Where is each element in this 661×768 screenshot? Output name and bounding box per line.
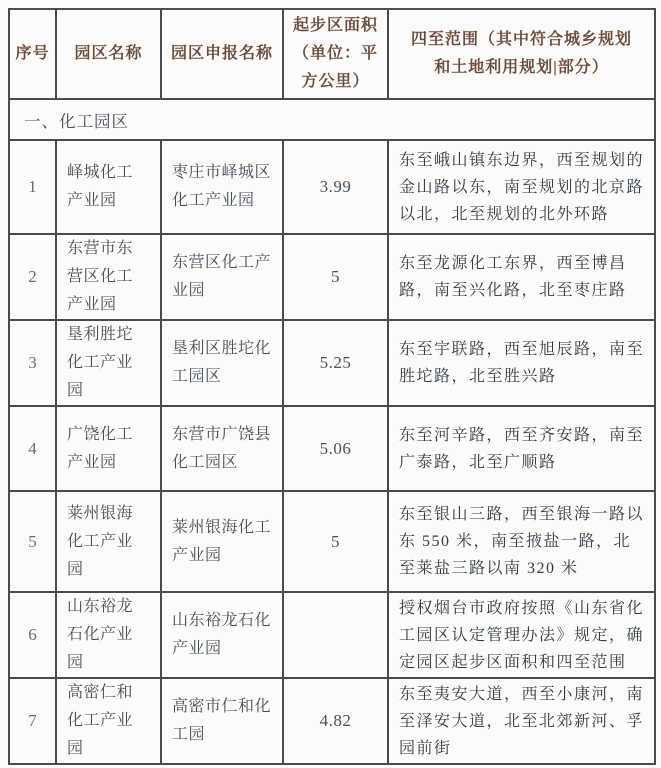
park-name: 峄城化工产业园	[56, 140, 161, 234]
declared-name: 枣庄市峄城区化工产业园	[161, 140, 283, 234]
header-start-area	[283, 9, 388, 99]
declared-name: 垦利区胜坨化工园区	[161, 320, 283, 406]
boundary-description: 东至银山三路，西至银海一路以东 550 米，南至掖盐一路，北至莱盐三路以南 320 米	[388, 491, 655, 592]
row-sequence: 1	[9, 140, 56, 234]
declared-name: 莱州银海化工产业园	[161, 491, 283, 592]
boundary-description: 东至夷安大道，西至小康河，南至泽安大道，北至北郊新河、孚园前街	[388, 678, 655, 764]
start-area-value: 3.99	[283, 140, 388, 234]
park-name: 东营市东营区化工产业园	[56, 234, 161, 320]
chemical-parks-table	[8, 8, 656, 765]
table-header-row	[9, 9, 655, 99]
declared-name: 高密市仁和化工园	[161, 678, 283, 764]
table-row	[9, 678, 655, 764]
park-name: 垦利胜坨化工产业园	[56, 320, 161, 406]
start-area-value: 5	[283, 234, 388, 320]
park-name: 山东裕龙石化产业园	[56, 592, 161, 678]
table-row	[9, 140, 655, 234]
header-boundary	[388, 9, 655, 99]
row-sequence: 6	[9, 592, 56, 678]
park-name: 高密仁和化工产业园	[56, 678, 161, 764]
park-name: 莱州银海化工产业园	[56, 491, 161, 592]
boundary-description: 东至宇联路，西至旭辰路，南至胜坨路，北至胜兴路	[388, 320, 655, 406]
start-area-value: 5.06	[283, 406, 388, 491]
table-row	[9, 234, 655, 320]
row-sequence: 3	[9, 320, 56, 406]
park-name: 广饶化工产业园	[56, 406, 161, 491]
header-start-area-text: 起步区面积（单位：平方公里）	[292, 17, 378, 90]
row-sequence: 2	[9, 234, 56, 320]
start-area-value: 5.25	[283, 320, 388, 406]
start-area-value	[283, 592, 388, 678]
boundary-description: 授权烟台市政府按照《山东省化工园区认定管理办法》规定，确定园区起步区面积和四至范围	[388, 592, 655, 678]
boundary-description: 东至龙源化工东界，西至博昌路，南至兴化路，北至枣庄路	[388, 234, 655, 320]
header-park-name: 园区名称	[56, 9, 161, 99]
start-area-value: 4.82	[283, 678, 388, 764]
header-boundary-text: 四至范围（其中符合城乡规划和土地利用规划|部分）	[410, 31, 632, 76]
section-title: 一、化工园区	[9, 99, 655, 140]
row-sequence: 7	[9, 678, 56, 764]
row-sequence: 4	[9, 406, 56, 491]
header-sequence: 序号	[9, 9, 56, 99]
table-row	[9, 320, 655, 406]
table-row	[9, 592, 655, 678]
boundary-description: 东至峨山镇东边界，西至规划的金山路以东，南至规划的北京路以北，北至规划的北外环路	[388, 140, 655, 234]
table-row	[9, 406, 655, 491]
row-sequence: 5	[9, 491, 56, 592]
section-row	[9, 99, 655, 140]
start-area-value: 5	[283, 491, 388, 592]
boundary-description: 东至河辛路，西至齐安路，南至广泰路，北至广顺路	[388, 406, 655, 491]
declared-name: 山东裕龙石化产业园	[161, 592, 283, 678]
header-declared-name: 园区申报名称	[161, 9, 283, 99]
declared-name: 东营区化工产业园	[161, 234, 283, 320]
declared-name: 东营市广饶县化工园区	[161, 406, 283, 491]
table-row	[9, 491, 655, 592]
